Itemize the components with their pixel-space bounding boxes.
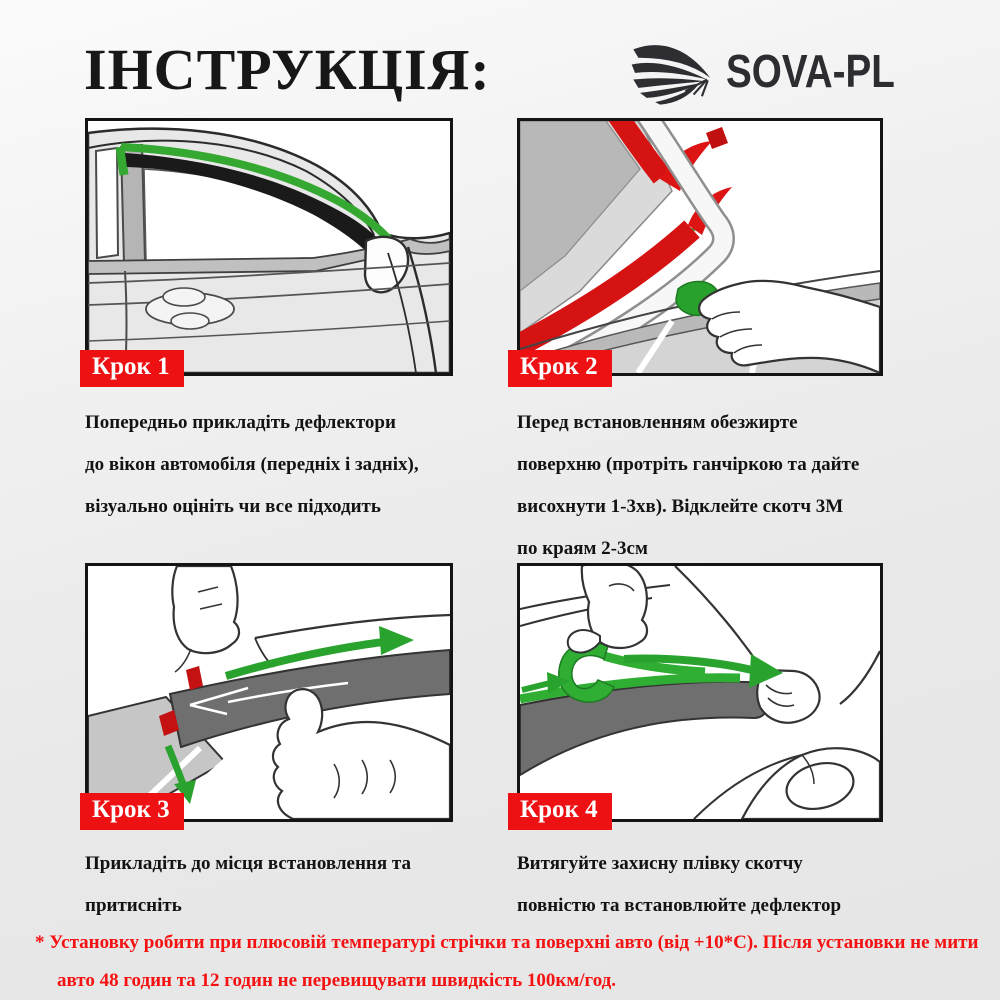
step2-panel [517,118,883,376]
brand-name: SOVA-PL [726,45,895,97]
footer-line1: * Установку робити при плюсовій температурі стрічки та поверхні авто (від +10*С). Після установки не мити [35,932,979,953]
step1-line2: до вікон автомобіля (передніх і задніх), [85,454,419,475]
step1-line3: візуально оцініть чи все підходить [85,496,381,517]
step1-text [85,402,419,528]
step3-panel [85,563,453,822]
step4-badge: Крок 4 [508,793,612,830]
step2-text [517,402,859,570]
step4-line2: повністю та встановлюйте дефлектор [517,895,842,916]
upper-hand [172,566,239,653]
step2-line2: поверхню (протріть ганчіркою та дайте [517,454,860,475]
step1-badge: Крок 1 [80,350,184,387]
quarter-window [96,148,118,258]
step2-badge: Крок 2 [508,350,612,387]
deflector-green-cap [120,147,124,175]
step4-line1: Витягуйте захисну плівку скотчу [517,853,803,874]
wing-icon [630,36,722,108]
step2-line3: висохнути 1-3хв). Відклейте скотч 3М [517,496,844,517]
step1-line1: Попередньо прикладіть дефлектори [85,412,396,433]
step2-line4: по краям 2-3см [517,538,648,559]
step4-text [517,843,841,927]
step1-illustration-car-deflector [88,121,450,373]
step3-text [85,843,411,927]
step4-illustration-pull-film [520,566,880,819]
step2-line1: Перед встановленням обезжирте [517,412,798,433]
step3-line2: притисніть [85,895,182,916]
footer-line2: авто 48 годин та 12 годин не перевищувати швидкість 100км/год. [57,970,617,991]
step3-badge: Крок 3 [80,793,184,830]
step3-line1: Прикладіть до місця встановлення та [85,853,411,874]
step2-illustration-tape-peel [520,121,880,373]
footer-note [35,924,978,1000]
step3-illustration-press [88,566,450,819]
step4-panel [517,563,883,822]
step1-panel [85,118,453,376]
page-title: ІНСТРУКЦІЯ: [84,37,491,102]
